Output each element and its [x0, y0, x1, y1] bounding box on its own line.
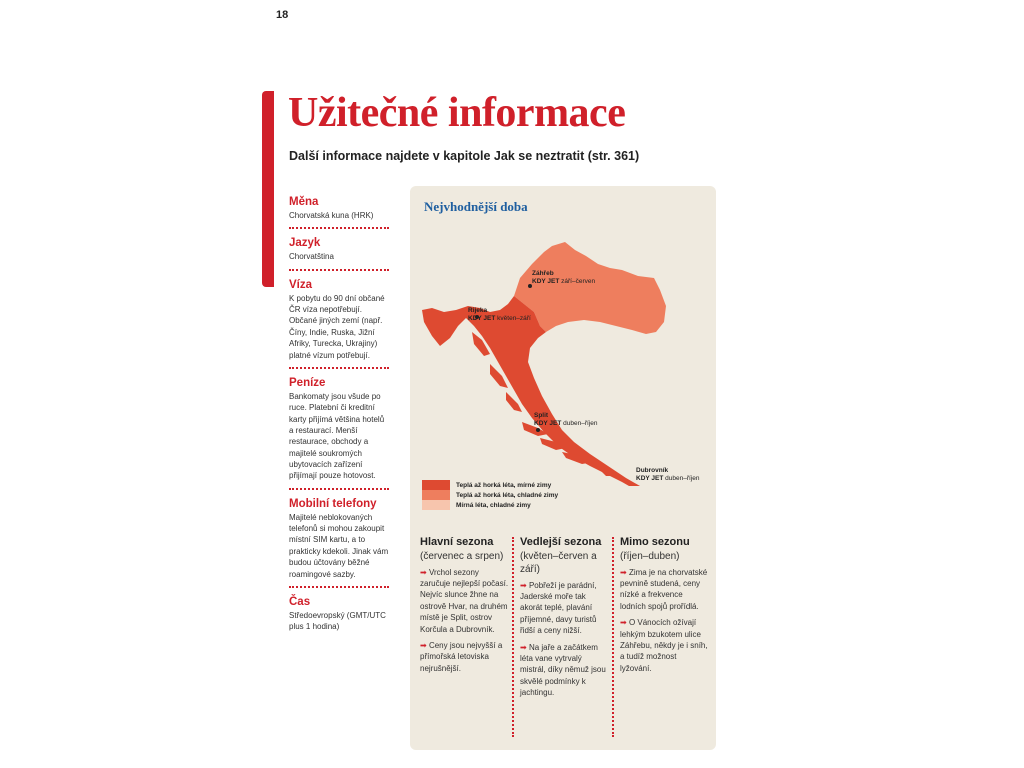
- info-heading: Jazyk: [289, 237, 321, 250]
- season-bullet: [520, 642, 608, 699]
- season-bullet: [620, 567, 708, 612]
- legend-label: Teplá až horká léta, mírné zimy: [456, 481, 552, 489]
- page-subtitle: Další informace najdete v kapitole Jak se neztratit (str. 361): [289, 149, 640, 163]
- city-label-rijeka: [468, 307, 531, 323]
- map-region-coastal: [422, 296, 640, 486]
- info-language: [289, 237, 389, 270]
- city-dot-split: [536, 428, 540, 432]
- info-heading: Měna: [289, 196, 319, 208]
- city-when: květen–září: [497, 314, 531, 322]
- arrow-right-icon: ➡: [620, 618, 627, 628]
- season-divider: [612, 537, 614, 737]
- info-text: Bankomaty jsou všude po ruce. Platební či kreditní karty přijímá většina hotelů a restaurací. Menší restaurace, obchody a majitelé soukromých ubytovacích zařízení přijímají pouze hotovost.: [289, 391, 385, 481]
- info-visa: [289, 279, 389, 369]
- season-shoulder: [520, 536, 608, 703]
- city-label-split: [534, 412, 598, 428]
- legend-row: [422, 480, 558, 490]
- season-title: Vedlejší sezona: [520, 536, 602, 548]
- season-title: Hlavní sezona: [420, 536, 494, 548]
- season-bullet: [420, 567, 510, 635]
- legend-swatch: [422, 500, 450, 510]
- city-label-zagreb: [532, 270, 595, 286]
- legend-swatch: [422, 480, 450, 490]
- info-heading: Mobilní telefony: [289, 497, 377, 510]
- city-name: Dubrovník: [636, 467, 669, 474]
- info-text: K pobytu do 90 dní občané ČR víza nepotřebují. Občané jiných zemí (např. Číny, Indie, Ruska, Jižní Afriky, Turecka, Ukrajiny) platné vízum potřebují.: [289, 293, 385, 360]
- croatia-climate-map: [410, 186, 716, 486]
- page-number: 18: [276, 9, 289, 21]
- season-months: (červenec a srpen): [420, 550, 504, 562]
- season-low: [620, 536, 708, 679]
- info-currency: [289, 196, 389, 229]
- bullet-text: Pobřeží je parádní, Jaderské moře tak akorát teplé, plavání příjemné, davy turistů řidší a ceny nižší.: [520, 580, 597, 636]
- info-text: Chorvatská kuna (HRK): [289, 211, 374, 220]
- city-label-dubrovnik: [636, 467, 700, 483]
- best-time-panel: [410, 186, 716, 750]
- kdy-jet-label: KDY JET: [636, 474, 664, 482]
- season-divider: [512, 537, 514, 737]
- arrow-right-icon: ➡: [420, 567, 427, 577]
- legend-row: [422, 500, 558, 510]
- bullet-text: Vrchol sezony zaručuje nejlepší počasí. Nejvíc slunce žhne na ostrově Hvar, na druhém místě je Split, ostrov Korčula a Dubrovník.: [420, 567, 509, 634]
- bullet-text: O Vánocích ožívají lehkým bzukotem ulice Záhřebu, někdy je i sníh, a tudíž možnost lyžování.: [620, 618, 708, 673]
- bullet-text: Zima je na chorvatské pevnině studená, ceny nízké a frekvence lodních spojů prořídlá.: [620, 567, 708, 611]
- season-bullet: [420, 640, 510, 674]
- panel-title: Nejvhodnější doba: [424, 199, 528, 214]
- info-money: [289, 377, 389, 490]
- page-title: Užitečné informace: [288, 90, 626, 136]
- arrow-right-icon: ➡: [520, 642, 527, 652]
- legend-row: [422, 490, 558, 500]
- info-mobile: [289, 498, 389, 588]
- kdy-jet-label: KDY JET: [532, 277, 560, 285]
- kdy-jet-label: KDY JET: [534, 419, 562, 427]
- legend-swatch: [422, 490, 450, 500]
- info-text: Chorvatština: [289, 252, 334, 262]
- season-high: [420, 536, 510, 679]
- legend-label: Teplá až horká léta, chladné zimy: [456, 491, 559, 499]
- info-sidebar: [289, 196, 389, 647]
- season-bullet: [620, 617, 708, 674]
- bullet-text: Na jaře a začátkem léta vane vytrvalý mistrál, díky němuž jsou skvělé podmínky k jachtingu.: [520, 642, 606, 697]
- city-name: Záhřeb: [532, 270, 554, 277]
- city-when: září–červen: [561, 277, 596, 285]
- legend-label: Mírná léta, chladné zimy: [456, 501, 531, 509]
- season-title: Mimo sezonu: [620, 536, 690, 548]
- city-when: duben–říjen: [563, 419, 598, 427]
- info-heading: Čas: [289, 595, 311, 608]
- arrow-right-icon: ➡: [620, 567, 627, 577]
- arrow-right-icon: ➡: [420, 640, 427, 650]
- season-months: (květen–červen a září): [520, 550, 597, 575]
- season-bullet: [520, 580, 608, 637]
- info-text: Středoevropský (GMT/UTC plus 1 hodina): [289, 610, 386, 632]
- info-text: Majitelé neblokovaných telefonů si mohou zakoupit místní SIM kartu, a to prakticky kdekoli. Jinak vám budou účtovány běžné roamingové sazby.: [289, 512, 389, 579]
- info-time: [289, 596, 389, 639]
- info-heading: Víza: [289, 278, 313, 291]
- map-legend: [422, 480, 558, 510]
- season-months: (říjen–duben): [620, 550, 680, 562]
- arrow-right-icon: ➡: [520, 580, 527, 590]
- city-when: duben–říjen: [665, 474, 700, 482]
- city-name: Rijeka: [468, 307, 488, 314]
- info-heading: Peníze: [289, 376, 326, 389]
- bullet-text: Ceny jsou nejvyšší a přímořská letoviska nejrušnější.: [420, 640, 503, 673]
- kdy-jet-label: KDY JET: [468, 314, 496, 322]
- city-name: Split: [534, 412, 549, 419]
- section-side-bar: [262, 91, 274, 287]
